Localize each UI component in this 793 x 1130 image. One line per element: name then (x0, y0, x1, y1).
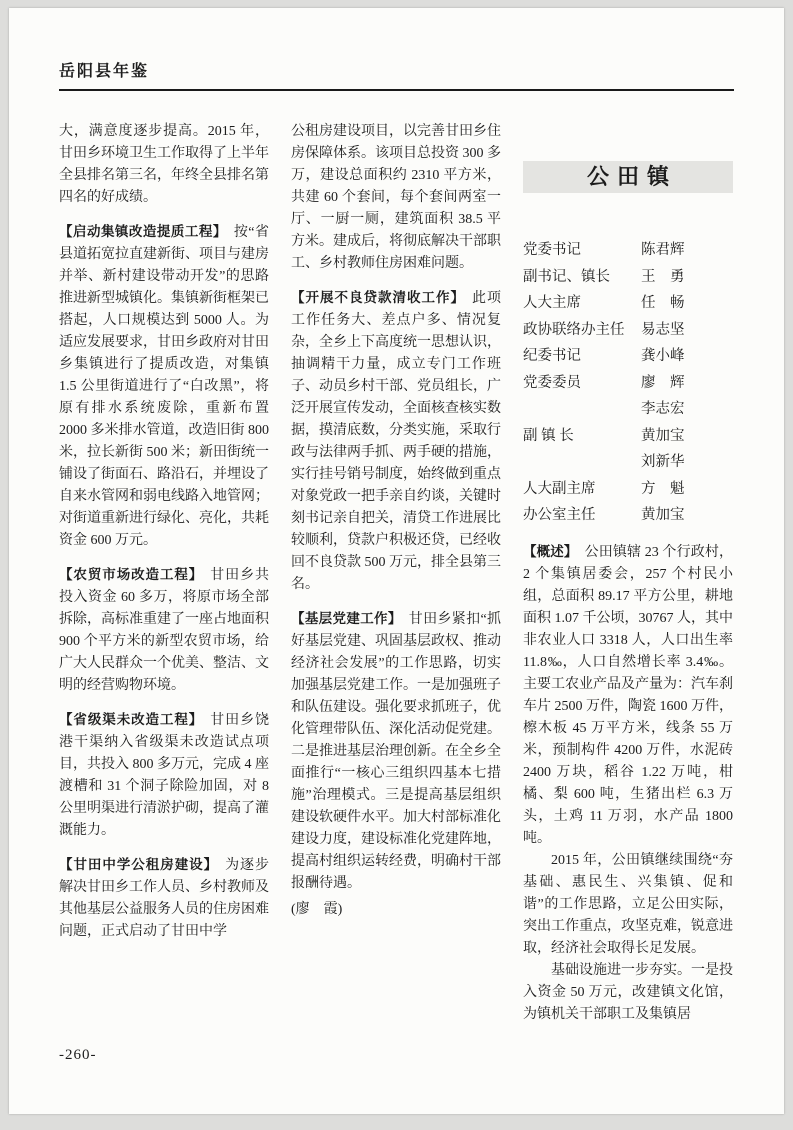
section-paragraph (291, 608, 501, 895)
byline: (廖 霞) (291, 902, 343, 917)
official-name: 龚小峰 (641, 348, 685, 364)
official-name: 刘新华 (641, 454, 685, 470)
section-body: 甘田乡饶港干渠纳入省级渠未改造试点项目，共投入 800 多万元，完成 4 座渡槽和 31 个洞子除险加固，对 8 公里明渠进行清淤护砌，提高了灌溉能力。 (59, 713, 269, 838)
official-role: 政协联络办主任 (523, 321, 625, 338)
official-role: 人大副主席 (523, 480, 596, 497)
official-row (523, 264, 733, 291)
section-heading: 【省级渠未改造工程】 (59, 712, 204, 727)
column-2 (291, 121, 501, 1056)
official-name: 黄加宝 (641, 427, 685, 444)
official-row (523, 317, 733, 344)
section-heading: 【农贸市场改造工程】 (59, 567, 204, 582)
official-row (523, 396, 733, 423)
section-paragraph (59, 564, 269, 697)
continuation-paragraph: 大，满意度逐步提高。2015 年，甘田乡环境卫生工作取得了上半年全县排名第三名，年终全县排名第四名的好成绩。 (59, 124, 269, 205)
section-heading: 【概述】 (523, 543, 578, 559)
official-row (523, 423, 733, 450)
official-row (523, 370, 733, 397)
section-heading: 【开展不良贷款清收工作】 (291, 290, 465, 305)
page-number: -260- (59, 1047, 97, 1063)
yearbook-page (9, 8, 784, 1114)
official-role: 人大主席 (523, 295, 581, 311)
official-name: 易志坚 (641, 321, 685, 338)
official-name: 廖 辉 (641, 374, 685, 391)
official-role: 副书记、镇长 (523, 268, 610, 285)
section-body: 甘田乡共投入资金 60 多万，将原市场全部拆除，高标准重建了一座占地面积 900 个平方米的新型农贸市场，给广大人民群众一个优美、整洁、文明的经营购物环境。 (59, 568, 269, 693)
header-divider (59, 89, 734, 91)
official-name: 方 魁 (641, 480, 685, 497)
section-paragraph (59, 709, 269, 842)
section-paragraph (291, 287, 501, 596)
body-paragraph: 基础设施进一步夯实。一是投入资金 50 万元，改建镇文化馆，为镇机关干部职工及集镇居 (523, 962, 733, 1022)
official-row (523, 237, 733, 264)
official-row (523, 449, 733, 476)
official-name: 李志宏 (641, 401, 685, 417)
section-body: 此项工作任务大、差点户多、情况复杂，全乡上下高度统一思想认识，抽调精干力量，成立专门工作班子、动员乡村干部、党员组长，广泛开展宣传发动，全面核查核实数据，摸清底数，分类实施，采取行政与法律两手抓、两手硬的措施，实行挂号销号制度，始终做到重点对象党政一把手亲自约谈，关键时刻书记亲自把关，清贷工作进展比较顺利，贷款户积极还贷，已经收回不良贷款 500 万元，排全县第三名。 (291, 291, 501, 592)
continuation-paragraph: 公租房建设项目，以完善甘田乡住房保障体系。该项目总投资 300 多万，建设总面积约 2310 平方米，共建 60 个套间，每个套间两室一厅、一厨一厕，建筑面积 38.5 平方米。建成后，将彻底解决干部职工、乡村教师住房困难问题。 (291, 124, 501, 271)
officials-list (523, 237, 733, 529)
column-3 (523, 121, 733, 1056)
official-row (523, 502, 733, 529)
section-body: 公田镇辖 23 个行政村，2 个集镇居委会，257 个村民小组，总面积 89.17 平方公里，耕地面积 1.07 千公顷，30767 人，其中非农业人口 3318 人，人口出生率 11.8‰，人口自然增长率 3.4‰。主要工农业产品及产量为：汽车刹车片 2500 万件，陶瓷 1600 万件，檫木板 45 万平方米，线条 55 万米，预制构件 4200 万件，水泥砖 2400 万块，稻谷 1.22 万吨，柑橘、梨 600 吨，生猪出栏 6.3 万头，土鸡 11 万羽，水产品 1800 吨。 (523, 544, 733, 846)
town-name: 公田镇 (586, 164, 677, 189)
body-paragraph: 2015 年，公田镇继续围绕“夯基础、惠民生、兴集镇、促和谐”的工作思路，立足公田实际，突出工作重点，攻坚克难，锐意进取，经济社会取得长足发展。 (523, 852, 733, 956)
official-name: 陈君辉 (641, 242, 685, 258)
official-role: 办公室主任 (523, 507, 596, 523)
official-role: 副 镇 长 (523, 427, 574, 444)
yearbook-title: 岳阳县年鉴 (59, 63, 150, 80)
page-header (59, 58, 734, 91)
official-role (523, 396, 641, 423)
section-body: 为逐步解决甘田乡工作人员、乡村教师及其他基层公益服务人员的住房困难问题，正式启动了甘田中学 (59, 858, 269, 939)
section-heading: 【基层党建工作】 (291, 611, 402, 626)
section-heading: 【启动集镇改造提质工程】 (59, 224, 227, 239)
official-row (523, 476, 733, 503)
official-name: 黄加宝 (641, 507, 685, 523)
text-columns (59, 121, 734, 1056)
section-paragraph (59, 854, 269, 943)
section-body: 甘田乡紧扣“抓好基层党建、巩固基层政权、推动经济社会发展”的工作思路，切实加强基层党建工作。一是加强班子和队伍建设。强化要求抓班子，优化管理带队伍、深化活动促党建。二是推进基层治理创新。在全乡全面推行“一核心三组织四基本七措施”治理模式。三是提高基层组织建设软硬件水平。加大村部标准化建设力度，建设标准化党建阵地，提高村组织运转经费，明确村干部报酬待遇。 (291, 612, 501, 891)
official-role: 党委书记 (523, 242, 581, 258)
official-name: 王 勇 (641, 268, 685, 285)
section-paragraph (523, 541, 733, 850)
official-role (523, 449, 641, 476)
official-row (523, 290, 733, 317)
section-body: 按“省县道拓宽拉直建新街、项目与建房并举、新村建设带动开发”的思路推进新型城镇化。集镇新街框架已搭起，人口规模达到 5000 人。为适应发展要求，甘田乡政府对甘田乡集镇进行了提质改造，对集镇 1.5 公里街道进行了“白改黑”，将原有排水系统废除，重新布置 2000 多米排水管道，改造旧街 800 米，拉长新街 500 米；新田街统一铺设了街面石、路沿石，并埋设了自来水管网和弱电线路入地管网；对街道重新进行绿化、亮化，共耗资金 600 万元。 (59, 225, 269, 548)
section-paragraph (59, 221, 269, 552)
official-row (523, 343, 733, 370)
official-name: 任 畅 (641, 295, 685, 311)
section-heading: 【甘田中学公租房建设】 (59, 857, 219, 872)
section-title-box (523, 161, 733, 193)
official-role: 党委委员 (523, 374, 581, 391)
column-1 (59, 121, 269, 1056)
official-role: 纪委书记 (523, 348, 581, 364)
